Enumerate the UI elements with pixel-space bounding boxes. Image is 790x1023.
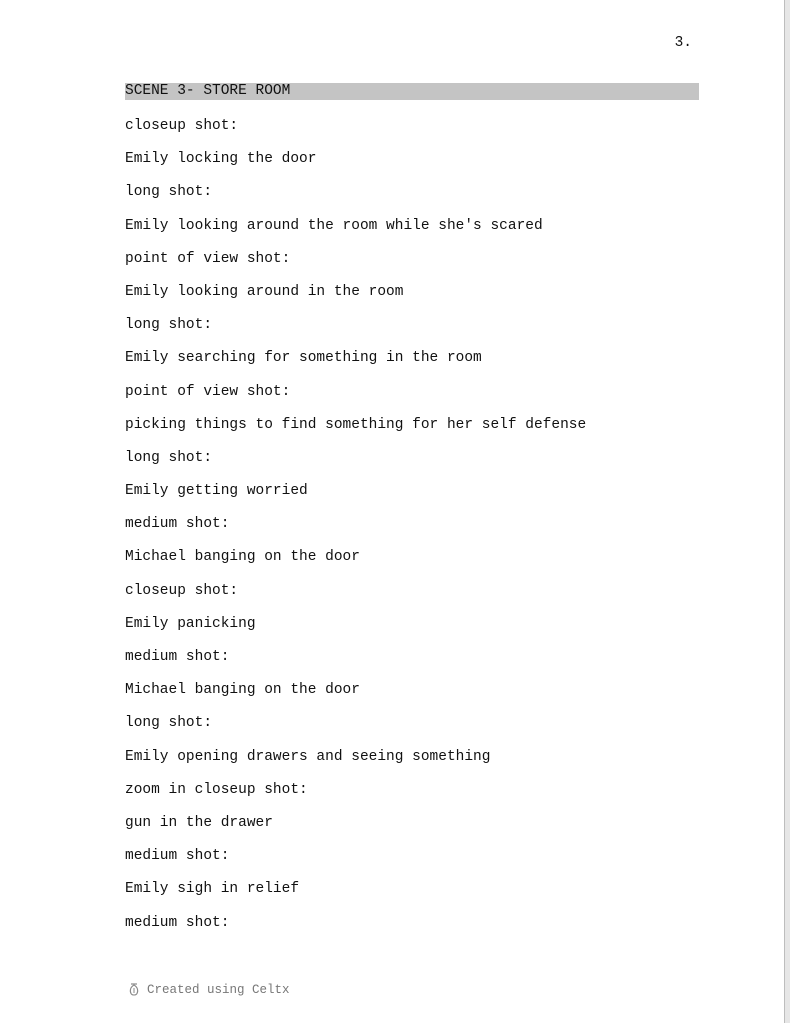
action-line: Emily looking around the room while she's scared [125,217,543,234]
action-line: Emily searching for something in the room [125,350,482,367]
action-line: gun in the drawer [125,814,273,831]
shot-type-line: long shot: [125,715,213,732]
page-number: 3. [674,35,692,51]
shot-type-line: long shot: [125,449,213,466]
shot-type-line: medium shot: [125,848,230,865]
shot-type-line: long shot: [125,317,213,334]
action-line: Emily panicking [125,615,256,632]
action-line: Emily sigh in relief [125,881,300,898]
action-line: Emily locking the door [125,151,317,168]
script-lines [125,117,586,947]
shot-type-line: closeup shot: [125,118,239,134]
action-line: Emily getting worried [125,483,308,500]
shot-type-line: closeup shot: [125,582,239,599]
action-line: Emily looking around in the room [125,283,404,300]
shot-type-line: medium shot: [125,516,230,533]
shot-type-line: medium shot: [125,914,230,931]
action-line: Emily opening drawers and seeing something [125,748,491,765]
celtx-logo-icon [128,983,140,997]
action-line: picking things to find something for her self defense [125,416,587,433]
shot-type-line: long shot: [125,184,213,201]
action-line: Michael banging on the door [125,682,360,699]
footer-text: Created using Celtx [147,983,290,997]
scene-heading: SCENE 3- STORE ROOM [125,83,699,100]
footer [128,982,290,998]
shot-type-line: zoom in closeup shot: [125,781,308,798]
action-line: Michael banging on the door [125,549,360,566]
page-edge [784,0,790,1023]
shot-type-line: medium shot: [125,649,230,665]
shot-type-line: point of view shot: [125,383,291,400]
shot-type-line: point of view shot: [125,250,291,267]
